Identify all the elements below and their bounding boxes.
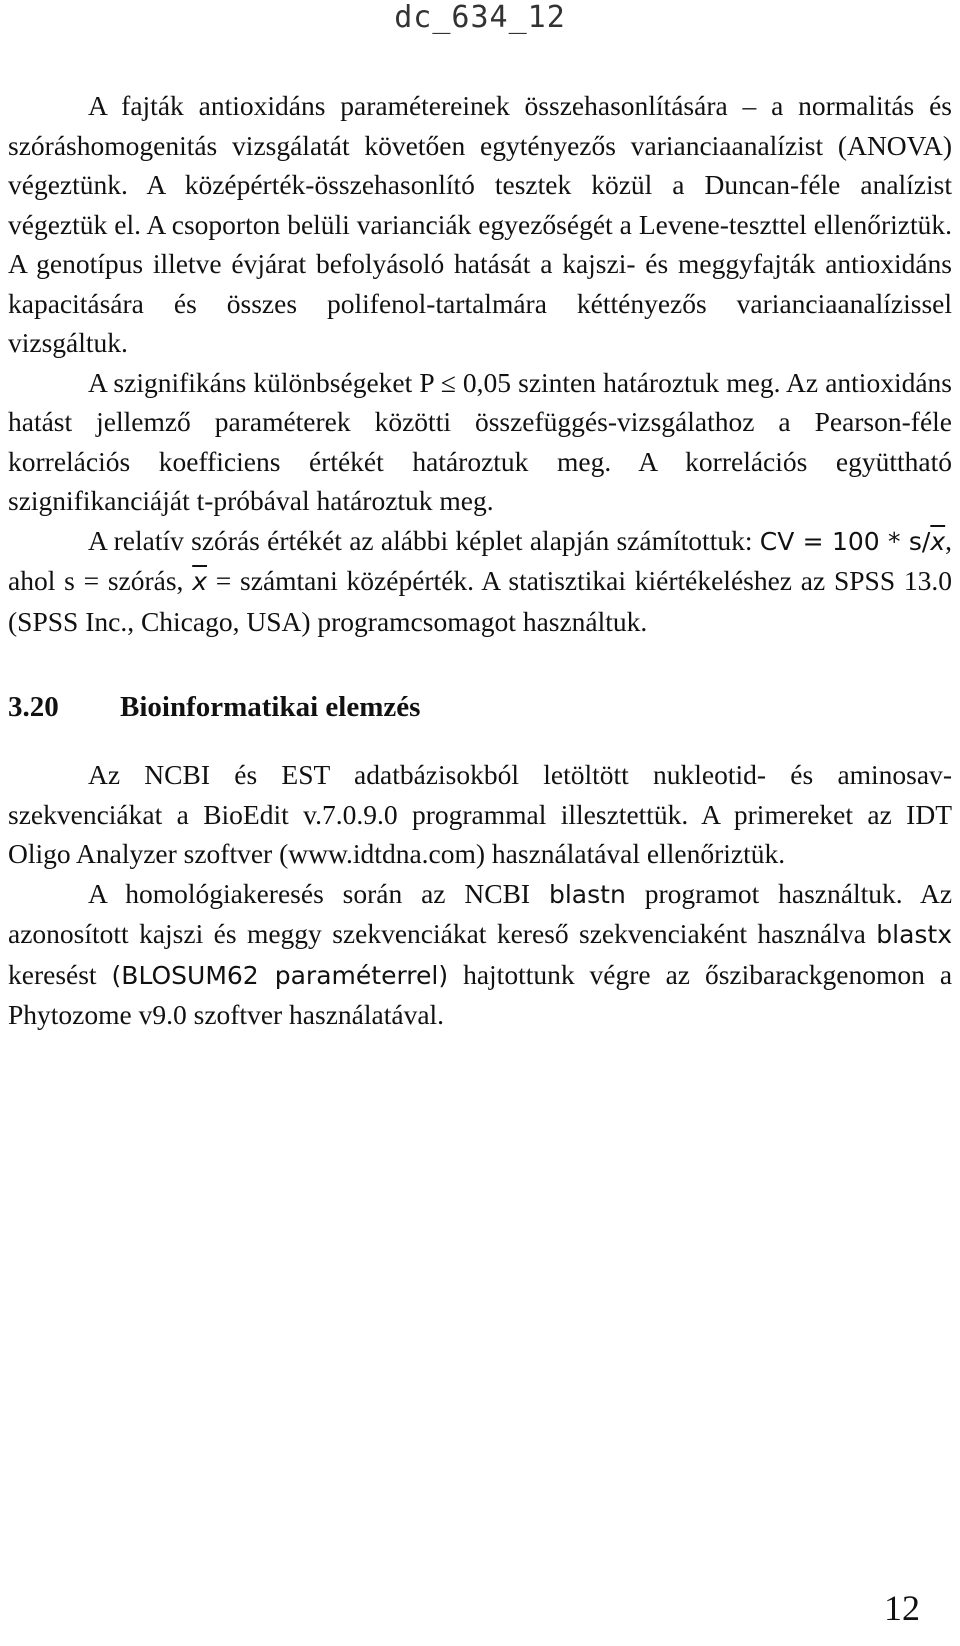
blastx-term: blastx <box>876 920 953 949</box>
cv-definition-text: , ahol s = szórás, <box>8 524 953 596</box>
section-number: 3.20 <box>8 691 59 723</box>
homology-text-a: A homológiakeresés során az NCBI <box>88 877 531 909</box>
homology-text-b: programot használtuk. Az azonosított kajszi és meggy szekvenciákat kereső szekvenciaként használva <box>8 877 953 949</box>
mean-symbol: $\overline{x}$ <box>930 526 946 556</box>
cv-formula: CV = 100 * s/ <box>759 526 931 556</box>
paragraph-statistics-methods: A fajták antioxidáns paramétereinek összehasonlítására – a normalitás és szóráshomogenitás vizsgálatát követően egytényezős varianciaanalízist (ANOVA) végeztünk. A középérték-összehasonlító tesztek közül a Duncan-féle analízist végeztük el. A csoporton belüli varianciák egyezőségét a Levene-teszttel ellenőriztük. A genotípus illetve évjárat befolyásoló hatását a kajszi- és meggyfajták antioxidáns kapacitására és összes polifenol-tartalmára kéttényezős varianciaanalízissel vizsgáltuk. <box>8 90 952 358</box>
paragraph-relative-deviation <box>8 521 952 642</box>
document-id: dc_634_12 <box>394 0 566 35</box>
homology-text-d: hajtottunk végre az őszibarackgenomon a Phytozome v9.0 szoftver használatával. <box>8 958 953 1030</box>
document-body <box>8 86 952 1035</box>
section-title: Bioinformatikai elemzés <box>120 691 421 723</box>
paragraph-homology-search <box>8 874 952 1035</box>
spacer <box>8 641 952 681</box>
paragraph-sequence-alignment: Az NCBI és EST adatbázisokból letöltött nukleotid- és aminosav-szekvenciákat a BioEdit v.7.0.9.0 programmal illesztettük. A primereket az IDT Oligo Analyzer szoftver (www.idtdna.com) használatával ellenőriztük. <box>8 759 952 869</box>
page-number: 12 <box>884 1588 920 1628</box>
blosum-term: (BLOSUM62 paraméterrel) <box>111 960 449 990</box>
cv-intro-text: A relatív szórás értékét az alábbi képlet alapján számítottuk: <box>88 524 753 556</box>
cv-software-text: = számtani középérték. A statisztikai kiértékeléshez az SPSS 13.0 (SPSS Inc., Chicago, USA) programcsomagot használtuk. <box>8 565 953 637</box>
paragraph-significance: A szignifikáns különbségeket P ≤ 0,05 szinten határoztuk meg. Az antioxidáns hatást jellemző paraméterek közötti összefüggés-vizsgálathoz a Pearson-féle korrelációs koefficiens értékét határoztuk meg. A korrelációs együttható szignifikanciáját t-próbával határoztuk meg. <box>8 366 952 516</box>
homology-text-c: keresést <box>8 958 97 990</box>
section-heading <box>8 681 952 733</box>
blastn-term: blastn <box>548 879 626 909</box>
mean-symbol-2: $\overline{x}$ <box>192 567 207 596</box>
